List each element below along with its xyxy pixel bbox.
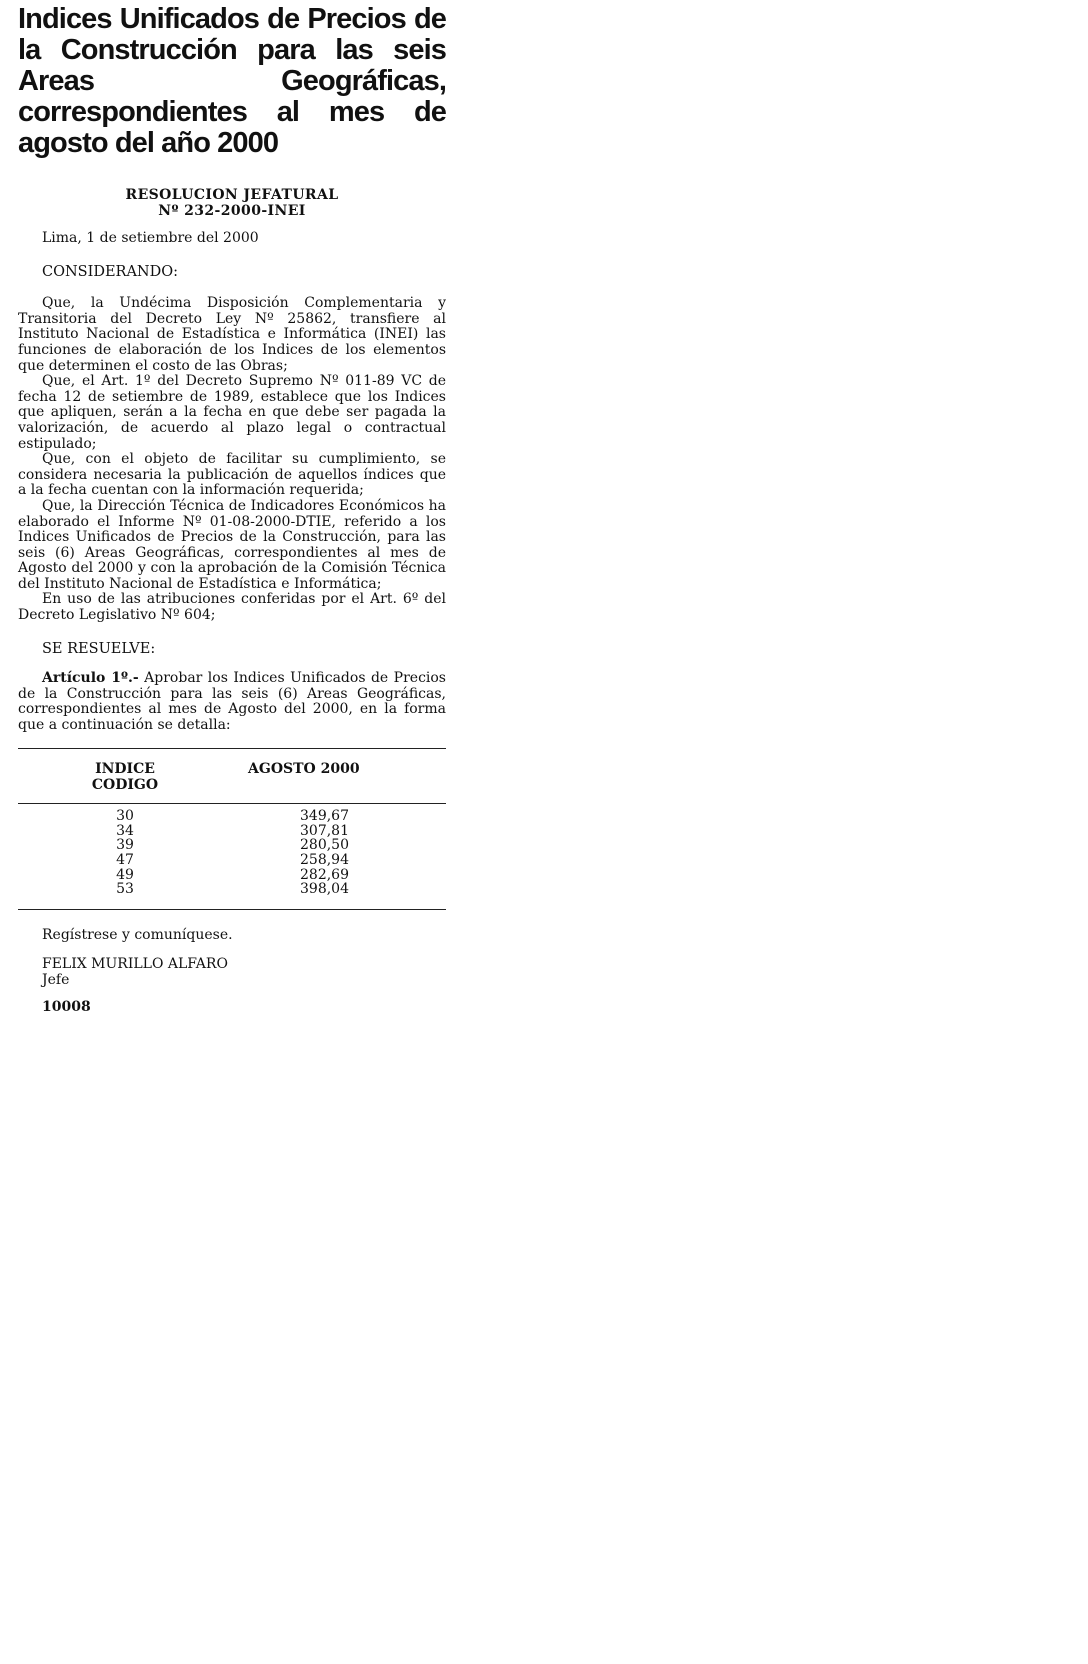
consideration-paragraph: Que, la Undécima Disposición Complementaria y Transitoria del Decreto Ley Nº 25862, transfiere al Instituto Nacional de Estadística e Informática (INEI) las funciones de elaboración de los Indices de los elementos que determinen el costo de las Obras; [18,295,446,374]
resolution-heading [18,187,446,219]
index-code-cell: 34 [116,822,134,839]
index-value-cell: 282,69 [300,866,349,883]
index-value-cell: 280,50 [300,837,349,854]
index-value-cell: 349,67 [300,808,349,825]
index-value-cell: 258,94 [300,851,349,868]
index-code-cell: 30 [116,808,134,825]
closing-formula: Regístrese y comuníquese. [42,926,233,943]
table-header-row [18,748,446,803]
index-code-cell: 53 [116,881,134,898]
signer-name: FELIX MURILLO ALFARO [42,956,228,973]
consideration-paragraph: Que, con el objeto de facilitar su cumplimiento, se considera necesaria la publicación de aquellos índices que a la fecha cuentan con la información requerida; [18,451,446,499]
consideration-paragraph: En uso de las atribuciones conferidas por el Art. 6º del Decreto Legislativo Nº 604; [18,591,446,624]
document-title: Indices Unificados de Precios de la Construcción para las seis Areas Geográficas, correspondientes al mes de agosto del año 2000 [18,3,446,159]
col-header-august-2000: AGOSTO 2000 [232,748,446,803]
considerando-heading: CONSIDERANDO: [42,263,179,280]
resolution-number: Nº 232-2000-INEI [158,203,306,219]
publication-code: 10008 [42,999,91,1016]
signer-role: Jefe [42,971,70,988]
article-1 [18,671,446,733]
index-value-cell: 398,04 [300,881,349,898]
table-row [18,853,446,868]
index-code-cell: 47 [116,851,134,868]
index-code-cell: 49 [116,866,134,883]
document-column [18,0,446,1016]
table-row [18,809,446,824]
table-row [18,838,446,853]
consideration-paragraph: Que, la Dirección Técnica de Indicadores Económicos ha elaborado el Informe Nº 01-08-2000-DTIE, referido a los Indices Unificados de Precios de la Construcción, para las seis (6) Areas Geográficas, correspondientes al mes de Agosto del 2000 y con la aprobación de la Comisión Técnica del Instituto Nacional de Estadística e Informática; [18,497,446,592]
table-row [18,882,446,909]
index-code-cell: 39 [116,837,134,854]
considerations [18,296,446,623]
col-header-index-code [18,748,232,803]
table-row [18,824,446,839]
article-label: Artículo 1º.- [42,670,139,687]
article-text: Aprobar los Indices Unificados de Precios de la Construcción para las seis (6) Areas Geográficas, correspondientes al mes de Agosto del 2000, en la forma que a continuación se detalla: [18,670,446,734]
se-resuelve-heading: SE RESUELVE: [42,640,156,657]
col-header-line: INDICE [95,760,155,777]
consideration-paragraph: Que, el Art. 1º del Decreto Supremo Nº 011-89 VC de fecha 12 de setiembre de 1989, establece que los Indices que apliquen, serán a la fecha en que debe ser pagada la valorización, de acuerdo al plazo legal o contractual estipulado; [18,373,446,452]
index-value-cell: 307,81 [300,822,349,839]
table-row [18,868,446,883]
document-date: Lima, 1 de setiembre del 2000 [42,230,259,246]
index-table [18,748,446,910]
col-header-line: CODIGO [91,776,159,793]
resolution-type: RESOLUCION JEFATURAL [125,187,339,203]
